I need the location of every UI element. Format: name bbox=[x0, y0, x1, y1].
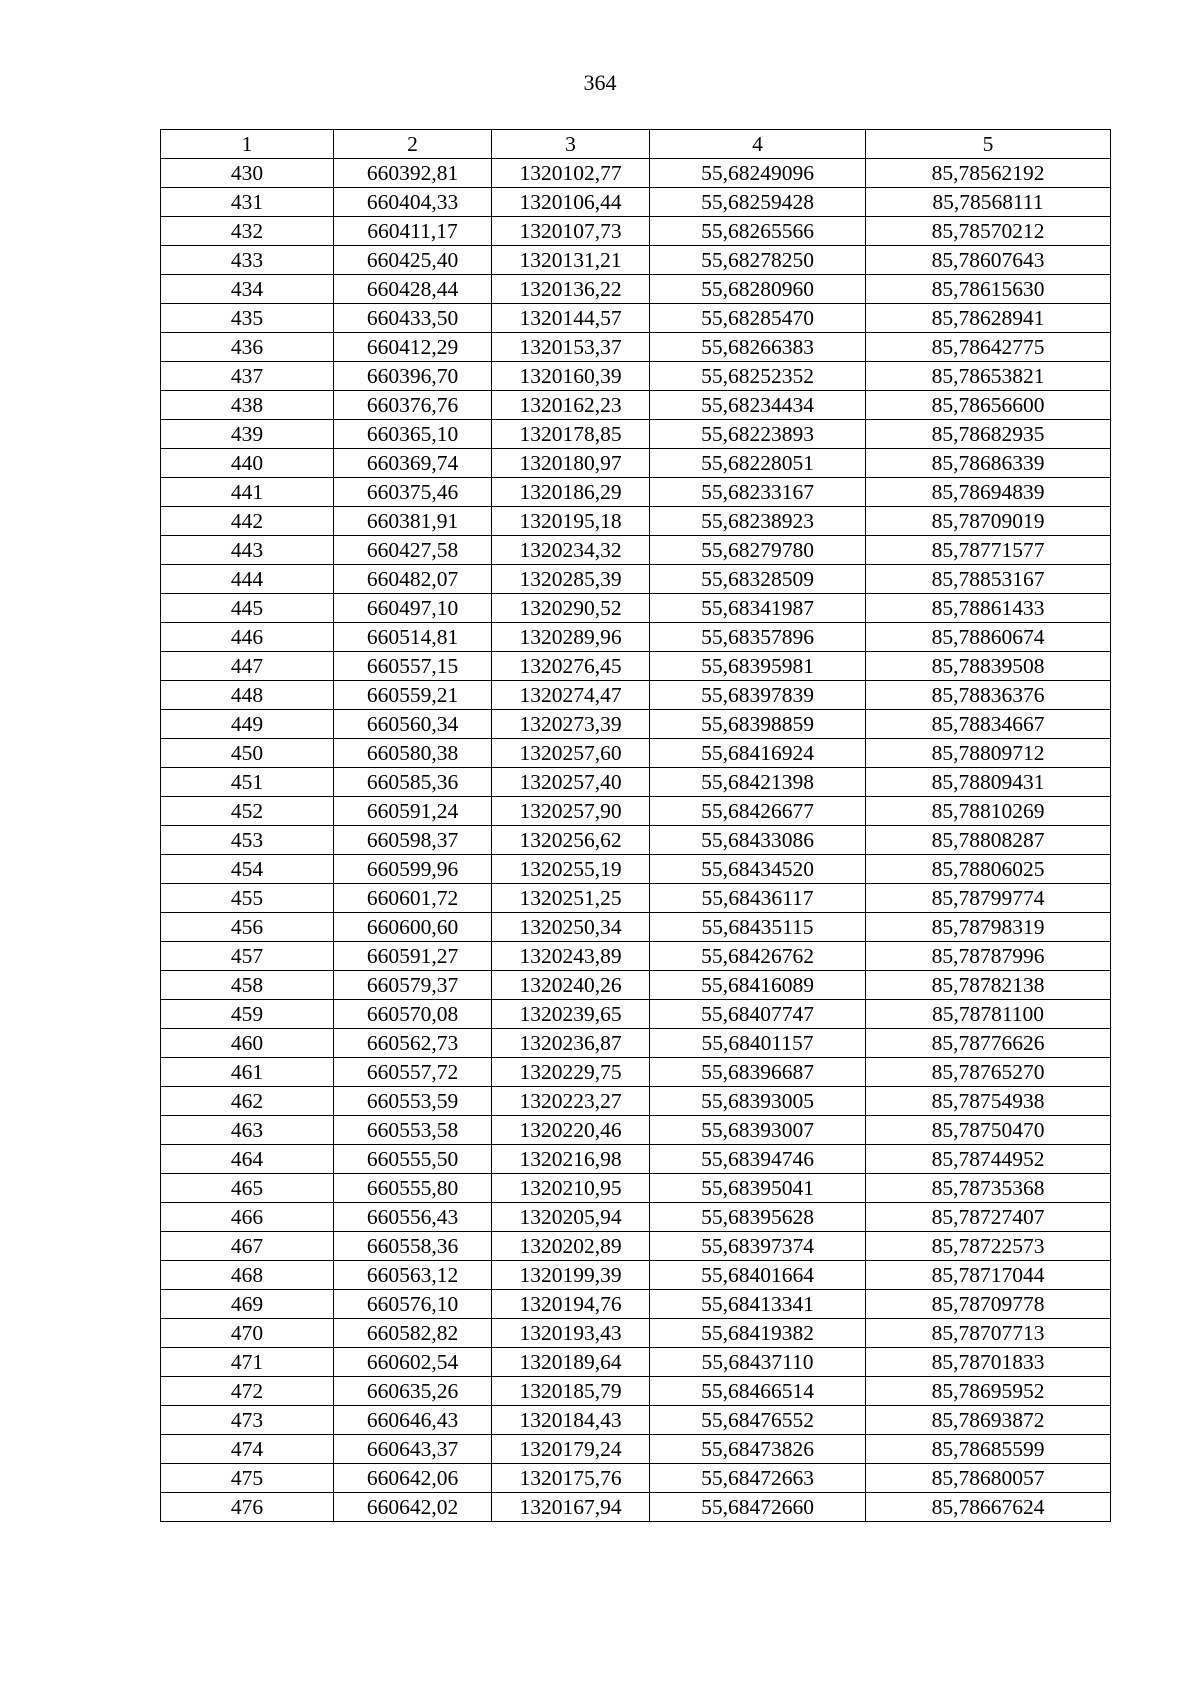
table-cell: 55,68259428 bbox=[650, 188, 866, 217]
table-cell: 55,68435115 bbox=[650, 913, 866, 942]
table-cell: 448 bbox=[161, 681, 334, 710]
table-cell: 85,78808287 bbox=[866, 826, 1111, 855]
table-cell: 55,68397374 bbox=[650, 1232, 866, 1261]
table-cell: 660563,12 bbox=[334, 1261, 492, 1290]
table-row bbox=[161, 913, 1111, 942]
table-cell: 660404,33 bbox=[334, 188, 492, 217]
table-cell: 457 bbox=[161, 942, 334, 971]
table-cell: 55,68278250 bbox=[650, 246, 866, 275]
table-cell: 85,78709019 bbox=[866, 507, 1111, 536]
table-cell: 1320205,94 bbox=[492, 1203, 650, 1232]
table-row bbox=[161, 971, 1111, 1000]
table-cell: 55,68421398 bbox=[650, 768, 866, 797]
table-cell: 55,68266383 bbox=[650, 333, 866, 362]
table-cell: 85,78722573 bbox=[866, 1232, 1111, 1261]
table-cell: 85,78782138 bbox=[866, 971, 1111, 1000]
table-cell: 660411,17 bbox=[334, 217, 492, 246]
table-row bbox=[161, 1377, 1111, 1406]
table-cell: 85,78836376 bbox=[866, 681, 1111, 710]
table-cell: 85,78694839 bbox=[866, 478, 1111, 507]
table-cell: 437 bbox=[161, 362, 334, 391]
table-cell: 464 bbox=[161, 1145, 334, 1174]
table-cell: 445 bbox=[161, 594, 334, 623]
table-cell: 1320195,18 bbox=[492, 507, 650, 536]
table-cell: 660369,74 bbox=[334, 449, 492, 478]
table-cell: 1320239,65 bbox=[492, 1000, 650, 1029]
table-cell: 660570,08 bbox=[334, 1000, 492, 1029]
table-row bbox=[161, 1290, 1111, 1319]
table-row bbox=[161, 275, 1111, 304]
table-cell: 1320131,21 bbox=[492, 246, 650, 275]
table-cell: 55,68228051 bbox=[650, 449, 866, 478]
table-cell: 1320160,39 bbox=[492, 362, 650, 391]
table-cell: 85,78701833 bbox=[866, 1348, 1111, 1377]
table-cell: 55,68413341 bbox=[650, 1290, 866, 1319]
table-cell: 1320162,23 bbox=[492, 391, 650, 420]
table-cell: 55,68249096 bbox=[650, 159, 866, 188]
table-cell: 85,78727407 bbox=[866, 1203, 1111, 1232]
table-row bbox=[161, 1464, 1111, 1493]
table-row bbox=[161, 536, 1111, 565]
table-cell: 85,78781100 bbox=[866, 1000, 1111, 1029]
table-header bbox=[161, 130, 1111, 159]
column-header: 2 bbox=[334, 130, 492, 159]
table-row bbox=[161, 1029, 1111, 1058]
table-cell: 1320274,47 bbox=[492, 681, 650, 710]
table-row bbox=[161, 449, 1111, 478]
table-row bbox=[161, 1348, 1111, 1377]
table-cell: 1320199,39 bbox=[492, 1261, 650, 1290]
table-cell: 1320193,43 bbox=[492, 1319, 650, 1348]
table-cell: 660643,37 bbox=[334, 1435, 492, 1464]
table-cell: 1320240,26 bbox=[492, 971, 650, 1000]
table-cell: 660582,82 bbox=[334, 1319, 492, 1348]
table-cell: 660425,40 bbox=[334, 246, 492, 275]
table-cell: 1320144,57 bbox=[492, 304, 650, 333]
table-cell: 1320236,87 bbox=[492, 1029, 650, 1058]
table-cell: 473 bbox=[161, 1406, 334, 1435]
table-cell: 85,78667624 bbox=[866, 1493, 1111, 1522]
table-cell: 660557,72 bbox=[334, 1058, 492, 1087]
table-row bbox=[161, 1493, 1111, 1522]
table-cell: 660555,50 bbox=[334, 1145, 492, 1174]
table-cell: 1320194,76 bbox=[492, 1290, 650, 1319]
table-cell: 1320250,34 bbox=[492, 913, 650, 942]
table-cell: 1320290,52 bbox=[492, 594, 650, 623]
table-cell: 1320189,64 bbox=[492, 1348, 650, 1377]
table-cell: 85,78686339 bbox=[866, 449, 1111, 478]
table-cell: 1320220,46 bbox=[492, 1116, 650, 1145]
table-cell: 1320285,39 bbox=[492, 565, 650, 594]
table-cell: 660562,73 bbox=[334, 1029, 492, 1058]
table-cell: 55,68437110 bbox=[650, 1348, 866, 1377]
table-cell: 466 bbox=[161, 1203, 334, 1232]
table-cell: 456 bbox=[161, 913, 334, 942]
table-cell: 453 bbox=[161, 826, 334, 855]
table-cell: 85,78709778 bbox=[866, 1290, 1111, 1319]
table-cell: 55,68407747 bbox=[650, 1000, 866, 1029]
table-row bbox=[161, 1000, 1111, 1029]
table-row bbox=[161, 1116, 1111, 1145]
table-cell: 85,78656600 bbox=[866, 391, 1111, 420]
table-cell: 85,78628941 bbox=[866, 304, 1111, 333]
table-cell: 85,78806025 bbox=[866, 855, 1111, 884]
table-cell: 433 bbox=[161, 246, 334, 275]
table-cell: 1320179,24 bbox=[492, 1435, 650, 1464]
table-cell: 660558,36 bbox=[334, 1232, 492, 1261]
table-cell: 660559,21 bbox=[334, 681, 492, 710]
table-cell: 467 bbox=[161, 1232, 334, 1261]
table-cell: 55,68472660 bbox=[650, 1493, 866, 1522]
table-cell: 470 bbox=[161, 1319, 334, 1348]
table-cell: 85,78765270 bbox=[866, 1058, 1111, 1087]
table-row bbox=[161, 1087, 1111, 1116]
table-cell: 660591,24 bbox=[334, 797, 492, 826]
table-cell: 55,68357896 bbox=[650, 623, 866, 652]
table-cell: 1320180,97 bbox=[492, 449, 650, 478]
table-cell: 85,78685599 bbox=[866, 1435, 1111, 1464]
column-header: 1 bbox=[161, 130, 334, 159]
table-cell: 660381,91 bbox=[334, 507, 492, 536]
table-cell: 432 bbox=[161, 217, 334, 246]
table-cell: 660642,06 bbox=[334, 1464, 492, 1493]
table-row bbox=[161, 942, 1111, 971]
table-cell: 660555,80 bbox=[334, 1174, 492, 1203]
table-cell: 455 bbox=[161, 884, 334, 913]
table-cell: 55,68426677 bbox=[650, 797, 866, 826]
table-cell: 85,78717044 bbox=[866, 1261, 1111, 1290]
table-cell: 55,68434520 bbox=[650, 855, 866, 884]
table-cell: 85,78707713 bbox=[866, 1319, 1111, 1348]
table-cell: 1320184,43 bbox=[492, 1406, 650, 1435]
table-cell: 1320136,22 bbox=[492, 275, 650, 304]
table-cell: 85,78839508 bbox=[866, 652, 1111, 681]
table-cell: 55,68234434 bbox=[650, 391, 866, 420]
table-row bbox=[161, 420, 1111, 449]
table-cell: 85,78754938 bbox=[866, 1087, 1111, 1116]
table-cell: 1320153,37 bbox=[492, 333, 650, 362]
table-cell: 446 bbox=[161, 623, 334, 652]
table-cell: 1320256,62 bbox=[492, 826, 650, 855]
table-cell: 55,68341987 bbox=[650, 594, 866, 623]
table-cell: 55,68233167 bbox=[650, 478, 866, 507]
table-cell: 441 bbox=[161, 478, 334, 507]
table-cell: 55,68466514 bbox=[650, 1377, 866, 1406]
table-cell: 55,68416089 bbox=[650, 971, 866, 1000]
table-row bbox=[161, 507, 1111, 536]
table-cell: 85,78809712 bbox=[866, 739, 1111, 768]
table-cell: 435 bbox=[161, 304, 334, 333]
table-cell: 55,68401664 bbox=[650, 1261, 866, 1290]
table-cell: 468 bbox=[161, 1261, 334, 1290]
table-cell: 454 bbox=[161, 855, 334, 884]
column-header: 5 bbox=[866, 130, 1111, 159]
table-row bbox=[161, 1058, 1111, 1087]
table-cell: 55,68395041 bbox=[650, 1174, 866, 1203]
table-row bbox=[161, 768, 1111, 797]
table-cell: 475 bbox=[161, 1464, 334, 1493]
table-cell: 444 bbox=[161, 565, 334, 594]
table-row bbox=[161, 565, 1111, 594]
table-cell: 55,68395981 bbox=[650, 652, 866, 681]
table-cell: 1320257,90 bbox=[492, 797, 650, 826]
table-row bbox=[161, 246, 1111, 275]
table-row bbox=[161, 333, 1111, 362]
table-cell: 459 bbox=[161, 1000, 334, 1029]
table-cell: 660392,81 bbox=[334, 159, 492, 188]
table-cell: 1320186,29 bbox=[492, 478, 650, 507]
table-cell: 85,78568111 bbox=[866, 188, 1111, 217]
table-cell: 1320229,75 bbox=[492, 1058, 650, 1087]
table-cell: 1320223,27 bbox=[492, 1087, 650, 1116]
table-cell: 458 bbox=[161, 971, 334, 1000]
table-cell: 430 bbox=[161, 159, 334, 188]
table-cell: 85,78809431 bbox=[866, 768, 1111, 797]
table-cell: 55,68394746 bbox=[650, 1145, 866, 1174]
table-row bbox=[161, 391, 1111, 420]
table-cell: 469 bbox=[161, 1290, 334, 1319]
table-cell: 660591,27 bbox=[334, 942, 492, 971]
table-cell: 55,68401157 bbox=[650, 1029, 866, 1058]
table-cell: 55,68280960 bbox=[650, 275, 866, 304]
table-row bbox=[161, 594, 1111, 623]
table-cell: 1320257,60 bbox=[492, 739, 650, 768]
table-cell: 660427,58 bbox=[334, 536, 492, 565]
table-cell: 85,78642775 bbox=[866, 333, 1111, 362]
table-cell: 85,78615630 bbox=[866, 275, 1111, 304]
table-cell: 55,68238923 bbox=[650, 507, 866, 536]
table-cell: 660433,50 bbox=[334, 304, 492, 333]
table-cell: 462 bbox=[161, 1087, 334, 1116]
table-row bbox=[161, 884, 1111, 913]
table-cell: 660514,81 bbox=[334, 623, 492, 652]
table-cell: 85,78750470 bbox=[866, 1116, 1111, 1145]
table-cell: 85,78735368 bbox=[866, 1174, 1111, 1203]
table-cell: 660602,54 bbox=[334, 1348, 492, 1377]
table-cell: 1320175,76 bbox=[492, 1464, 650, 1493]
table-cell: 85,78787996 bbox=[866, 942, 1111, 971]
table-cell: 85,78860674 bbox=[866, 623, 1111, 652]
table-cell: 1320255,19 bbox=[492, 855, 650, 884]
table-cell: 443 bbox=[161, 536, 334, 565]
table-cell: 55,68419382 bbox=[650, 1319, 866, 1348]
table-row bbox=[161, 304, 1111, 333]
table-cell: 660579,37 bbox=[334, 971, 492, 1000]
table-cell: 436 bbox=[161, 333, 334, 362]
table-cell: 85,78695952 bbox=[866, 1377, 1111, 1406]
table-cell: 55,68472663 bbox=[650, 1464, 866, 1493]
table-cell: 431 bbox=[161, 188, 334, 217]
table-cell: 451 bbox=[161, 768, 334, 797]
table-cell: 55,68328509 bbox=[650, 565, 866, 594]
table-cell: 55,68426762 bbox=[650, 942, 866, 971]
table-cell: 447 bbox=[161, 652, 334, 681]
table-row bbox=[161, 1261, 1111, 1290]
table-cell: 85,78799774 bbox=[866, 884, 1111, 913]
table-cell: 1320102,77 bbox=[492, 159, 650, 188]
table-cell: 55,68416924 bbox=[650, 739, 866, 768]
table-cell: 1320243,89 bbox=[492, 942, 650, 971]
table-cell: 660557,15 bbox=[334, 652, 492, 681]
table-cell: 85,78834667 bbox=[866, 710, 1111, 739]
table-cell: 85,78653821 bbox=[866, 362, 1111, 391]
table-row bbox=[161, 652, 1111, 681]
table-cell: 85,78607643 bbox=[866, 246, 1111, 275]
table-cell: 660576,10 bbox=[334, 1290, 492, 1319]
table-cell: 55,68476552 bbox=[650, 1406, 866, 1435]
table-cell: 55,68473826 bbox=[650, 1435, 866, 1464]
table-cell: 1320234,32 bbox=[492, 536, 650, 565]
table-cell: 434 bbox=[161, 275, 334, 304]
table-cell: 1320107,73 bbox=[492, 217, 650, 246]
table-cell: 660580,38 bbox=[334, 739, 492, 768]
table-row bbox=[161, 217, 1111, 246]
table-cell: 1320216,98 bbox=[492, 1145, 650, 1174]
table-cell: 450 bbox=[161, 739, 334, 768]
table-cell: 1320202,89 bbox=[492, 1232, 650, 1261]
table-row bbox=[161, 478, 1111, 507]
table-row bbox=[161, 855, 1111, 884]
column-header: 3 bbox=[492, 130, 650, 159]
table-cell: 660646,43 bbox=[334, 1406, 492, 1435]
table-cell: 461 bbox=[161, 1058, 334, 1087]
table-cell: 440 bbox=[161, 449, 334, 478]
table-cell: 660560,34 bbox=[334, 710, 492, 739]
table-cell: 660376,76 bbox=[334, 391, 492, 420]
table-cell: 660412,29 bbox=[334, 333, 492, 362]
table-cell: 660428,44 bbox=[334, 275, 492, 304]
table-cell: 463 bbox=[161, 1116, 334, 1145]
table-row bbox=[161, 1203, 1111, 1232]
table-cell: 85,78693872 bbox=[866, 1406, 1111, 1435]
table-row bbox=[161, 681, 1111, 710]
table-cell: 55,68393005 bbox=[650, 1087, 866, 1116]
table-cell: 660600,60 bbox=[334, 913, 492, 942]
table-cell: 55,68396687 bbox=[650, 1058, 866, 1087]
table-cell: 85,78853167 bbox=[866, 565, 1111, 594]
page-number: 364 bbox=[583, 70, 617, 95]
table-cell: 476 bbox=[161, 1493, 334, 1522]
table-cell: 55,68223893 bbox=[650, 420, 866, 449]
table-cell: 85,78680057 bbox=[866, 1464, 1111, 1493]
table-row bbox=[161, 826, 1111, 855]
table-cell: 660497,10 bbox=[334, 594, 492, 623]
table-row bbox=[161, 1406, 1111, 1435]
table-row bbox=[161, 1319, 1111, 1348]
table-cell: 660635,26 bbox=[334, 1377, 492, 1406]
table-cell: 439 bbox=[161, 420, 334, 449]
table-cell: 1320289,96 bbox=[492, 623, 650, 652]
table-cell: 85,78562192 bbox=[866, 159, 1111, 188]
table-row bbox=[161, 159, 1111, 188]
table-row bbox=[161, 188, 1111, 217]
table-cell: 55,68395628 bbox=[650, 1203, 866, 1232]
table-cell: 460 bbox=[161, 1029, 334, 1058]
table-cell: 660396,70 bbox=[334, 362, 492, 391]
table-cell: 1320251,25 bbox=[492, 884, 650, 913]
table-body bbox=[161, 159, 1111, 1522]
table-cell: 465 bbox=[161, 1174, 334, 1203]
table-cell: 55,68279780 bbox=[650, 536, 866, 565]
table-cell: 660599,96 bbox=[334, 855, 492, 884]
table-cell: 660375,46 bbox=[334, 478, 492, 507]
table-cell: 660556,43 bbox=[334, 1203, 492, 1232]
table-cell: 85,78682935 bbox=[866, 420, 1111, 449]
table-cell: 1320257,40 bbox=[492, 768, 650, 797]
table-cell: 438 bbox=[161, 391, 334, 420]
table-cell: 85,78570212 bbox=[866, 217, 1111, 246]
table-cell: 471 bbox=[161, 1348, 334, 1377]
table-cell: 85,78798319 bbox=[866, 913, 1111, 942]
table-cell: 660365,10 bbox=[334, 420, 492, 449]
table-cell: 55,68436117 bbox=[650, 884, 866, 913]
table-cell: 1320106,44 bbox=[492, 188, 650, 217]
table-row bbox=[161, 623, 1111, 652]
table-row bbox=[161, 362, 1111, 391]
table-cell: 449 bbox=[161, 710, 334, 739]
table-cell: 452 bbox=[161, 797, 334, 826]
table-cell: 1320178,85 bbox=[492, 420, 650, 449]
table-cell: 55,68285470 bbox=[650, 304, 866, 333]
column-header: 4 bbox=[650, 130, 866, 159]
table-cell: 55,68433086 bbox=[650, 826, 866, 855]
table-cell: 55,68397839 bbox=[650, 681, 866, 710]
table-cell: 85,78861433 bbox=[866, 594, 1111, 623]
table-cell: 1320273,39 bbox=[492, 710, 650, 739]
table-cell: 1320210,95 bbox=[492, 1174, 650, 1203]
table-cell: 1320185,79 bbox=[492, 1377, 650, 1406]
table-cell: 55,68398859 bbox=[650, 710, 866, 739]
table-cell: 55,68265566 bbox=[650, 217, 866, 246]
table-row bbox=[161, 797, 1111, 826]
table-cell: 660482,07 bbox=[334, 565, 492, 594]
coordinates-table bbox=[160, 129, 1111, 1522]
table-cell: 1320276,45 bbox=[492, 652, 650, 681]
table-cell: 660642,02 bbox=[334, 1493, 492, 1522]
table-cell: 85,78810269 bbox=[866, 797, 1111, 826]
table-cell: 660553,59 bbox=[334, 1087, 492, 1116]
table-cell: 55,68252352 bbox=[650, 362, 866, 391]
table-row bbox=[161, 710, 1111, 739]
table-row bbox=[161, 1232, 1111, 1261]
table-row bbox=[161, 1435, 1111, 1464]
table-cell: 660585,36 bbox=[334, 768, 492, 797]
table-row bbox=[161, 739, 1111, 768]
table-row bbox=[161, 1174, 1111, 1203]
table-cell: 55,68393007 bbox=[650, 1116, 866, 1145]
table-cell: 85,78744952 bbox=[866, 1145, 1111, 1174]
table-cell: 660601,72 bbox=[334, 884, 492, 913]
table-cell: 472 bbox=[161, 1377, 334, 1406]
table-cell: 474 bbox=[161, 1435, 334, 1464]
table-cell: 85,78776626 bbox=[866, 1029, 1111, 1058]
table-row bbox=[161, 1145, 1111, 1174]
table-cell: 660598,37 bbox=[334, 826, 492, 855]
table-cell: 442 bbox=[161, 507, 334, 536]
table-cell: 660553,58 bbox=[334, 1116, 492, 1145]
table-cell: 1320167,94 bbox=[492, 1493, 650, 1522]
table-cell: 85,78771577 bbox=[866, 536, 1111, 565]
header-row bbox=[161, 130, 1111, 159]
